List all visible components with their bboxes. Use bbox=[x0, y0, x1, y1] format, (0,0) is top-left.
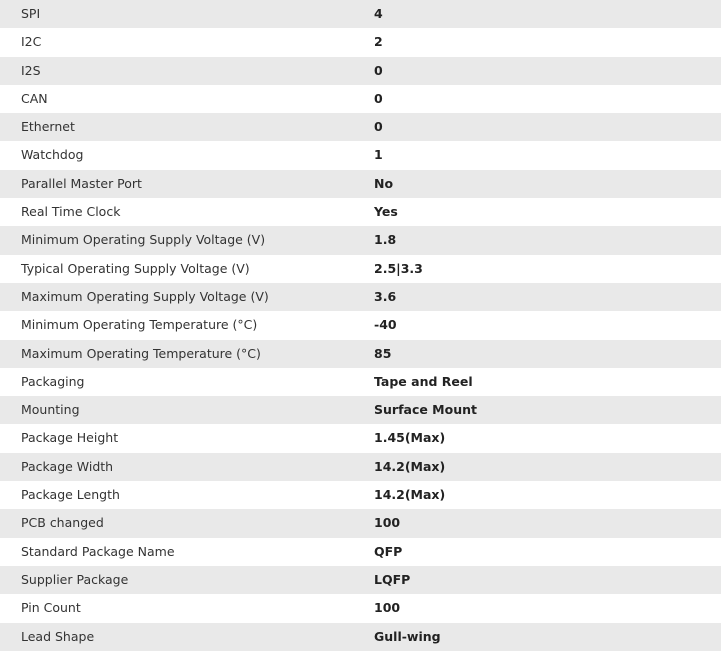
spec-row-pin-count bbox=[0, 594, 721, 622]
spec-row-can bbox=[0, 85, 721, 113]
spec-label: Mounting bbox=[21, 402, 80, 418]
spec-value: Tape and Reel bbox=[374, 373, 473, 389]
spec-label: Pin Count bbox=[21, 600, 81, 616]
spec-row-typical-supply-voltage bbox=[0, 255, 721, 283]
spec-value: 0 bbox=[374, 62, 383, 78]
spec-row-parallel-master-port bbox=[0, 170, 721, 198]
spec-value: 100 bbox=[374, 600, 401, 616]
spec-value: Yes bbox=[374, 204, 398, 220]
spec-label: Ethernet bbox=[21, 119, 75, 135]
spec-label: PCB changed bbox=[21, 515, 104, 531]
spec-row-lead-shape bbox=[0, 623, 721, 651]
spec-row-pcb-changed bbox=[0, 509, 721, 537]
spec-row-standard-package-name bbox=[0, 538, 721, 566]
spec-label: Package Width bbox=[21, 458, 114, 474]
spec-label: SPI bbox=[21, 6, 41, 21]
spec-value: 2 bbox=[374, 34, 383, 50]
spec-row-package-height bbox=[0, 424, 721, 452]
spec-label: Parallel Master Port bbox=[21, 175, 142, 191]
spec-label: Lead Shape bbox=[21, 628, 95, 644]
spec-row-supplier-package bbox=[0, 566, 721, 594]
spec-value: 1.45(Max) bbox=[374, 430, 446, 446]
spec-value: 2.5|3.3 bbox=[374, 260, 423, 276]
spec-label: Watchdog bbox=[21, 147, 84, 163]
spec-row-min-supply-voltage bbox=[0, 226, 721, 254]
spec-label: Minimum Operating Supply Voltage (V) bbox=[21, 232, 266, 248]
spec-row-mounting bbox=[0, 396, 721, 424]
spec-value: 1 bbox=[374, 147, 383, 163]
spec-value: -40 bbox=[374, 317, 397, 333]
spec-value: 3.6 bbox=[374, 288, 397, 304]
spec-label: Real Time Clock bbox=[21, 204, 121, 220]
spec-label: I2C bbox=[21, 34, 42, 50]
spec-row-i2s bbox=[0, 57, 721, 85]
spec-value: 4 bbox=[374, 6, 383, 21]
spec-value: Gull-wing bbox=[374, 628, 441, 644]
spec-row-ethernet bbox=[0, 113, 721, 141]
spec-label: Package Length bbox=[21, 487, 120, 503]
spec-value: 14.2(Max) bbox=[374, 458, 446, 474]
spec-value: LQFP bbox=[374, 571, 411, 587]
spec-label: Minimum Operating Temperature (°C) bbox=[21, 317, 258, 333]
spec-row-real-time-clock bbox=[0, 198, 721, 226]
spec-row-min-temperature bbox=[0, 311, 721, 339]
spec-label: Maximum Operating Supply Voltage (V) bbox=[21, 288, 269, 304]
spec-row-watchdog bbox=[0, 141, 721, 169]
spec-value: 0 bbox=[374, 119, 383, 135]
spec-value: 1.8 bbox=[374, 232, 397, 248]
spec-value: 0 bbox=[374, 90, 383, 106]
spec-label: Supplier Package bbox=[21, 571, 129, 587]
spec-row-package-length bbox=[0, 481, 721, 509]
spec-label: I2S bbox=[21, 62, 41, 78]
spec-value: Surface Mount bbox=[374, 402, 477, 418]
spec-label: Package Height bbox=[21, 430, 119, 446]
spec-row-spi bbox=[0, 0, 721, 28]
spec-value: No bbox=[374, 175, 394, 191]
spec-label: Packaging bbox=[21, 373, 85, 389]
spec-value: 85 bbox=[374, 345, 392, 361]
spec-row-max-supply-voltage bbox=[0, 283, 721, 311]
spec-row-packaging bbox=[0, 368, 721, 396]
spec-label: Standard Package Name bbox=[21, 543, 175, 559]
spec-value: 14.2(Max) bbox=[374, 487, 446, 503]
spec-value: 100 bbox=[374, 515, 401, 531]
spec-label: CAN bbox=[21, 90, 48, 106]
spec-row-package-width bbox=[0, 453, 721, 481]
spec-value: QFP bbox=[374, 543, 403, 559]
spec-row-max-temperature bbox=[0, 340, 721, 368]
spec-label: Maximum Operating Temperature (°C) bbox=[21, 345, 261, 361]
spec-label: Typical Operating Supply Voltage (V) bbox=[21, 260, 250, 276]
spec-row-i2c bbox=[0, 28, 721, 56]
